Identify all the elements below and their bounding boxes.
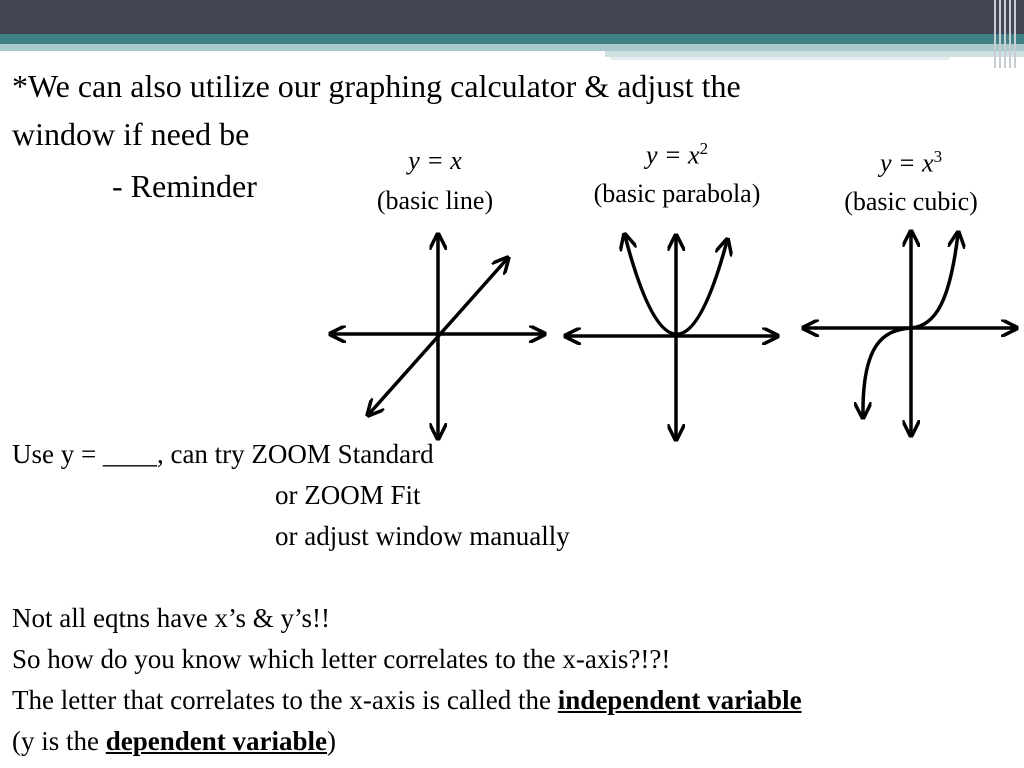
independent-variable-term: independent variable [557, 685, 802, 715]
parabola-caption: (basic parabola) [593, 179, 761, 208]
heading-line-3: - Reminder [112, 168, 257, 204]
cubic-equation: $y = x^3$ [879, 147, 943, 178]
line-graph-icon [332, 236, 543, 437]
line-caption: (basic line) [376, 186, 494, 215]
parabola-equation: $y = x^2$ [645, 139, 709, 170]
line-equation: y = x [408, 146, 462, 175]
heading-line-1: *We can also utilize our graphing calculator & adjust the [12, 68, 741, 104]
notes-line-1: Not all eqtns have x’s & y’s!! [12, 603, 330, 633]
zoom-line-2: or ZOOM Fit [275, 480, 421, 510]
heading-line-2: window if need be [12, 116, 250, 152]
cubic-graph-icon [805, 233, 1015, 434]
notes-line-3: The letter that correlates to the x-axis is called the independent variable [12, 685, 802, 715]
parabola-graph-icon [567, 236, 776, 438]
cubic-caption: (basic cubic) [844, 187, 978, 216]
zoom-line-3: or adjust window manually [275, 521, 570, 551]
notes-line-2: So how do you know which letter correlates to the x-axis?!?! [12, 644, 671, 674]
notes-line-4: (y is the dependent variable) [12, 726, 337, 756]
dependent-variable-term: dependent variable [105, 726, 328, 756]
zoom-line-1: Use y = ____, can try ZOOM Standard [12, 439, 434, 469]
